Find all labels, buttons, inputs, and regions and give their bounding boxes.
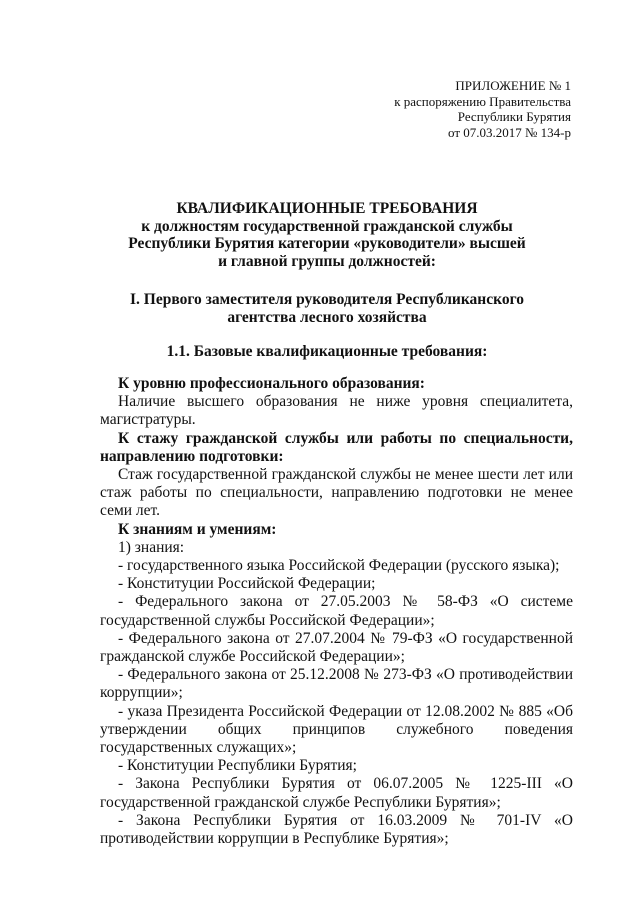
section-heading (100, 291, 554, 327)
paragraph-heading: К знаниям и умениям: (118, 520, 277, 538)
document-title (100, 200, 554, 270)
title-line: Республики Бурятия категории «руководители» высшей (128, 235, 526, 252)
document-body (100, 375, 573, 848)
paragraph: - Закона Республики Бурятия от 06.07.2005 № 1225-III «О государственной гражданской службе Республики Бурятия»; (100, 775, 573, 811)
paragraph-heading: К уровню профессионального образования: (118, 375, 425, 392)
appendix-line: к распоряжению Правительства (394, 93, 571, 109)
paragraph-heading: К стажу гражданской службы или работы по специальности, направлению подготовки: (100, 429, 573, 465)
paragraph: - Федерального закона от 27.05.2003 № 58-ФЗ «О системе государственной службы Российской Федерации»; (100, 593, 573, 629)
appendix-line: от 07.03.2017 № 134-р (448, 124, 571, 140)
section-line: I. Первого заместителя руководителя Республиканского (130, 291, 524, 308)
paragraph: - государственного языка Российской Федерации (русского языка); (118, 557, 560, 575)
paragraph: - Конституции Российской Федерации; (118, 575, 376, 593)
paragraph: - Закона Республики Бурятия от 16.03.2009 № 701-IV «О противодействии коррупции в Республике Бурятия»; (100, 811, 573, 848)
title-line: и главной группы должностей: (218, 252, 436, 270)
paragraph: - Конституции Республики Бурятия; (118, 757, 357, 775)
paragraph: - Федерального закона от 27.07.2004 № 79-ФЗ «О государственной гражданской службе Российской Федерации»; (100, 629, 573, 666)
title-line: к должностям государственной гражданской службы (141, 217, 513, 235)
paragraph: Наличие высшего образования не ниже уровня специалитета, магистратуры. (100, 393, 573, 429)
appendix-line: Республики Бурятия (457, 109, 571, 124)
paragraph: - указа Президента Российской Федерации от 12.08.2002 № 885 «Об утверждении общих принципов служебного поведения государственных служащих»; (100, 702, 573, 757)
section-line: агентства лесного хозяйства (227, 309, 427, 326)
appendix-line: ПРИЛОЖЕНИЕ № 1 (455, 78, 571, 93)
paragraph: 1) знания: (118, 538, 185, 556)
subsection-heading: 1.1. Базовые квалификационные требования: (166, 343, 488, 360)
paragraph: Стаж государственной гражданской службы не менее шести лет или стаж работы по специальности, направлению подготовки не менее семи лет. (100, 466, 573, 520)
title-line: КВАЛИФИКАЦИОННЫЕ ТРЕБОВАНИЯ (176, 200, 478, 217)
paragraph: - Федерального закона от 25.12.2008 № 273-ФЗ «О противодействии коррупции»; (100, 666, 573, 702)
appendix-stamp (394, 78, 571, 140)
